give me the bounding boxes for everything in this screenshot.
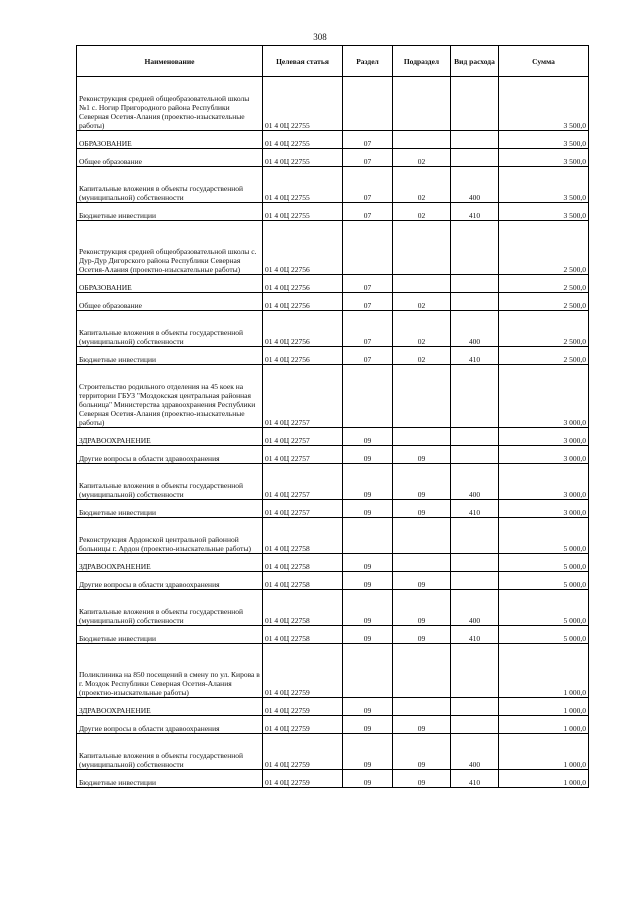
- cell-amount: 5 000,0: [499, 554, 589, 572]
- table-row: [77, 770, 589, 788]
- cell-expense-type: 410: [451, 203, 499, 221]
- header-article: Целевая статья: [263, 46, 343, 77]
- cell-subsection: 09: [393, 590, 451, 626]
- cell-expense-type: 400: [451, 590, 499, 626]
- cell-section: 09: [343, 716, 393, 734]
- cell-article: 01 4 0Ц 22757: [263, 365, 343, 428]
- cell-article: 01 4 0Ц 22756: [263, 221, 343, 275]
- table-row: [77, 518, 589, 554]
- cell-article: 01 4 0Ц 22759: [263, 734, 343, 770]
- cell-name: Бюджетные инвестиции: [77, 203, 263, 221]
- cell-article: 01 4 0Ц 22756: [263, 275, 343, 293]
- cell-name: Другие вопросы в области здравоохранения: [77, 716, 263, 734]
- cell-name: Реконструкция средней общеобразовательной школы с. Дур-Дур Дигорского района Республики Северная Осетия-Алания (проектно-изыскательные работы): [77, 221, 263, 275]
- cell-section: 09: [343, 572, 393, 590]
- cell-article: 01 4 0Ц 22759: [263, 644, 343, 698]
- cell-amount: 2 500,0: [499, 347, 589, 365]
- cell-amount: 1 000,0: [499, 734, 589, 770]
- cell-subsection: 02: [393, 311, 451, 347]
- cell-article: 01 4 0Ц 22757: [263, 464, 343, 500]
- cell-section: 07: [343, 149, 393, 167]
- cell-section: 09: [343, 446, 393, 464]
- cell-article: 01 4 0Ц 22756: [263, 347, 343, 365]
- cell-amount: 3 500,0: [499, 131, 589, 149]
- header-name: Наименование: [77, 46, 263, 77]
- table-row: [77, 644, 589, 698]
- page-number: 308: [313, 32, 327, 42]
- cell-expense-type: [451, 572, 499, 590]
- cell-subsection: 09: [393, 626, 451, 644]
- cell-section: 07: [343, 293, 393, 311]
- cell-section: 07: [343, 275, 393, 293]
- cell-section: 09: [343, 698, 393, 716]
- cell-name: Реконструкция Ардонской центральной районной больницы г. Ардон (проектно-изыскательные работы): [77, 518, 263, 554]
- cell-article: 01 4 0Ц 22757: [263, 500, 343, 518]
- cell-name: Капитальные вложения в объекты государственной (муниципальной) собственности: [77, 167, 263, 203]
- cell-article: 01 4 0Ц 22759: [263, 770, 343, 788]
- table-row: [77, 554, 589, 572]
- cell-expense-type: [451, 428, 499, 446]
- cell-article: 01 4 0Ц 22759: [263, 698, 343, 716]
- cell-expense-type: [451, 716, 499, 734]
- table-row: [77, 626, 589, 644]
- cell-subsection: [393, 428, 451, 446]
- header-amount: Сумма: [499, 46, 589, 77]
- cell-name: Реконструкция средней общеобразовательной школы №1 с. Ногир Пригородного района Республики Северная Осетия-Алания (проектно-изыскательные работы): [77, 77, 263, 131]
- cell-amount: 3 500,0: [499, 167, 589, 203]
- table-row: [77, 293, 589, 311]
- table-row: [77, 221, 589, 275]
- cell-name: Бюджетные инвестиции: [77, 626, 263, 644]
- cell-subsection: 09: [393, 572, 451, 590]
- cell-name: Капитальные вложения в объекты государственной (муниципальной) собственности: [77, 590, 263, 626]
- cell-section: 07: [343, 167, 393, 203]
- cell-article: 01 4 0Ц 22758: [263, 518, 343, 554]
- cell-article: 01 4 0Ц 22755: [263, 203, 343, 221]
- cell-name: Другие вопросы в области здравоохранения: [77, 572, 263, 590]
- cell-amount: 1 000,0: [499, 716, 589, 734]
- cell-section: 09: [343, 554, 393, 572]
- table-body: [77, 77, 589, 788]
- cell-subsection: 02: [393, 149, 451, 167]
- table-row: [77, 716, 589, 734]
- cell-article: 01 4 0Ц 22756: [263, 293, 343, 311]
- cell-expense-type: [451, 149, 499, 167]
- cell-expense-type: 400: [451, 167, 499, 203]
- cell-section: 09: [343, 500, 393, 518]
- cell-article: 01 4 0Ц 22757: [263, 446, 343, 464]
- cell-name: ОБРАЗОВАНИЕ: [77, 131, 263, 149]
- table-row: [77, 572, 589, 590]
- cell-expense-type: [451, 446, 499, 464]
- table-row: [77, 698, 589, 716]
- header-section: Раздел: [343, 46, 393, 77]
- cell-section: 07: [343, 203, 393, 221]
- cell-amount: 1 000,0: [499, 644, 589, 698]
- cell-name: Бюджетные инвестиции: [77, 347, 263, 365]
- cell-amount: 3 500,0: [499, 149, 589, 167]
- cell-amount: 2 500,0: [499, 275, 589, 293]
- table-row: [77, 131, 589, 149]
- table-row: [77, 500, 589, 518]
- cell-name: Строительство родильного отделения на 45 коек на территории ГБУЗ "Моздокская центральная районная больница" Министерства здравоохранения Республики Северная Осетия-Алания (проектно-изыскательные работы): [77, 365, 263, 428]
- cell-section: 09: [343, 734, 393, 770]
- cell-amount: 5 000,0: [499, 518, 589, 554]
- cell-section: 09: [343, 464, 393, 500]
- cell-expense-type: [451, 275, 499, 293]
- cell-name: ОБРАЗОВАНИЕ: [77, 275, 263, 293]
- cell-section: [343, 518, 393, 554]
- cell-subsection: 09: [393, 716, 451, 734]
- cell-expense-type: [451, 221, 499, 275]
- table-row: [77, 464, 589, 500]
- cell-article: 01 4 0Ц 22759: [263, 716, 343, 734]
- cell-amount: 3 000,0: [499, 500, 589, 518]
- cell-subsection: [393, 518, 451, 554]
- cell-subsection: [393, 644, 451, 698]
- header-subsection: Подраздел: [393, 46, 451, 77]
- cell-name: Бюджетные инвестиции: [77, 770, 263, 788]
- cell-amount: 2 500,0: [499, 221, 589, 275]
- cell-name: Бюджетные инвестиции: [77, 500, 263, 518]
- cell-subsection: 02: [393, 293, 451, 311]
- cell-name: Капитальные вложения в объекты государственной (муниципальной) собственности: [77, 311, 263, 347]
- cell-section: [343, 644, 393, 698]
- cell-subsection: 09: [393, 770, 451, 788]
- cell-amount: 1 000,0: [499, 770, 589, 788]
- cell-expense-type: [451, 644, 499, 698]
- cell-article: 01 4 0Ц 22756: [263, 311, 343, 347]
- cell-name: Капитальные вложения в объекты государственной (муниципальной) собственности: [77, 464, 263, 500]
- cell-amount: 3 000,0: [499, 464, 589, 500]
- cell-expense-type: 400: [451, 311, 499, 347]
- table-row: [77, 275, 589, 293]
- cell-expense-type: [451, 77, 499, 131]
- cell-expense-type: [451, 365, 499, 428]
- cell-expense-type: 410: [451, 626, 499, 644]
- cell-expense-type: [451, 518, 499, 554]
- cell-article: 01 4 0Ц 22758: [263, 590, 343, 626]
- cell-expense-type: 410: [451, 347, 499, 365]
- cell-name: Капитальные вложения в объекты государственной (муниципальной) собственности: [77, 734, 263, 770]
- cell-amount: 5 000,0: [499, 626, 589, 644]
- cell-article: 01 4 0Ц 22755: [263, 149, 343, 167]
- cell-name: Общее образование: [77, 293, 263, 311]
- cell-article: 01 4 0Ц 22757: [263, 428, 343, 446]
- cell-subsection: 02: [393, 203, 451, 221]
- table-row: [77, 428, 589, 446]
- table-row: [77, 734, 589, 770]
- cell-amount: 5 000,0: [499, 590, 589, 626]
- cell-expense-type: 400: [451, 464, 499, 500]
- cell-expense-type: 410: [451, 770, 499, 788]
- cell-section: 09: [343, 590, 393, 626]
- cell-article: 01 4 0Ц 22755: [263, 167, 343, 203]
- cell-article: 01 4 0Ц 22758: [263, 572, 343, 590]
- cell-subsection: 09: [393, 464, 451, 500]
- cell-article: 01 4 0Ц 22755: [263, 131, 343, 149]
- table-row: [77, 446, 589, 464]
- cell-subsection: [393, 698, 451, 716]
- cell-amount: 3 000,0: [499, 365, 589, 428]
- cell-amount: 3 000,0: [499, 446, 589, 464]
- cell-subsection: 02: [393, 347, 451, 365]
- cell-expense-type: [451, 554, 499, 572]
- cell-expense-type: [451, 698, 499, 716]
- cell-amount: 3 500,0: [499, 77, 589, 131]
- cell-section: 09: [343, 626, 393, 644]
- cell-subsection: 09: [393, 734, 451, 770]
- cell-name: ЗДРАВООХРАНЕНИЕ: [77, 698, 263, 716]
- table-row: [77, 365, 589, 428]
- cell-section: 09: [343, 770, 393, 788]
- table-row: [77, 347, 589, 365]
- cell-subsection: [393, 131, 451, 149]
- cell-subsection: [393, 221, 451, 275]
- cell-section: 07: [343, 131, 393, 149]
- cell-section: [343, 365, 393, 428]
- cell-expense-type: 400: [451, 734, 499, 770]
- cell-subsection: [393, 554, 451, 572]
- table-row: [77, 203, 589, 221]
- cell-amount: 3 500,0: [499, 203, 589, 221]
- table-row: [77, 167, 589, 203]
- table-row: [77, 590, 589, 626]
- cell-name: Общее образование: [77, 149, 263, 167]
- budget-table: [76, 45, 589, 788]
- header-expense-type: Вид расхода: [451, 46, 499, 77]
- cell-expense-type: [451, 293, 499, 311]
- cell-subsection: 02: [393, 167, 451, 203]
- cell-subsection: 09: [393, 500, 451, 518]
- cell-article: 01 4 0Ц 22758: [263, 626, 343, 644]
- cell-name: Другие вопросы в области здравоохранения: [77, 446, 263, 464]
- cell-section: 07: [343, 347, 393, 365]
- table-header-row: [77, 46, 589, 77]
- cell-amount: 3 000,0: [499, 428, 589, 446]
- cell-expense-type: [451, 131, 499, 149]
- cell-name: ЗДРАВООХРАНЕНИЕ: [77, 428, 263, 446]
- table-row: [77, 311, 589, 347]
- cell-subsection: [393, 365, 451, 428]
- cell-section: [343, 221, 393, 275]
- cell-subsection: [393, 77, 451, 131]
- cell-amount: 5 000,0: [499, 572, 589, 590]
- cell-name: Поликлиника на 850 посещений в смену по ул. Кирова в г. Моздок Республики Северная Осетия-Алания (проектно-изыскательные работы): [77, 644, 263, 698]
- cell-section: 07: [343, 311, 393, 347]
- cell-subsection: [393, 275, 451, 293]
- cell-amount: 2 500,0: [499, 311, 589, 347]
- cell-subsection: 09: [393, 446, 451, 464]
- cell-amount: 2 500,0: [499, 293, 589, 311]
- cell-section: 09: [343, 428, 393, 446]
- cell-amount: 1 000,0: [499, 698, 589, 716]
- cell-expense-type: 410: [451, 500, 499, 518]
- cell-section: [343, 77, 393, 131]
- table-row: [77, 149, 589, 167]
- table-row: [77, 77, 589, 131]
- cell-article: 01 4 0Ц 22755: [263, 77, 343, 131]
- cell-article: 01 4 0Ц 22758: [263, 554, 343, 572]
- cell-name: ЗДРАВООХРАНЕНИЕ: [77, 554, 263, 572]
